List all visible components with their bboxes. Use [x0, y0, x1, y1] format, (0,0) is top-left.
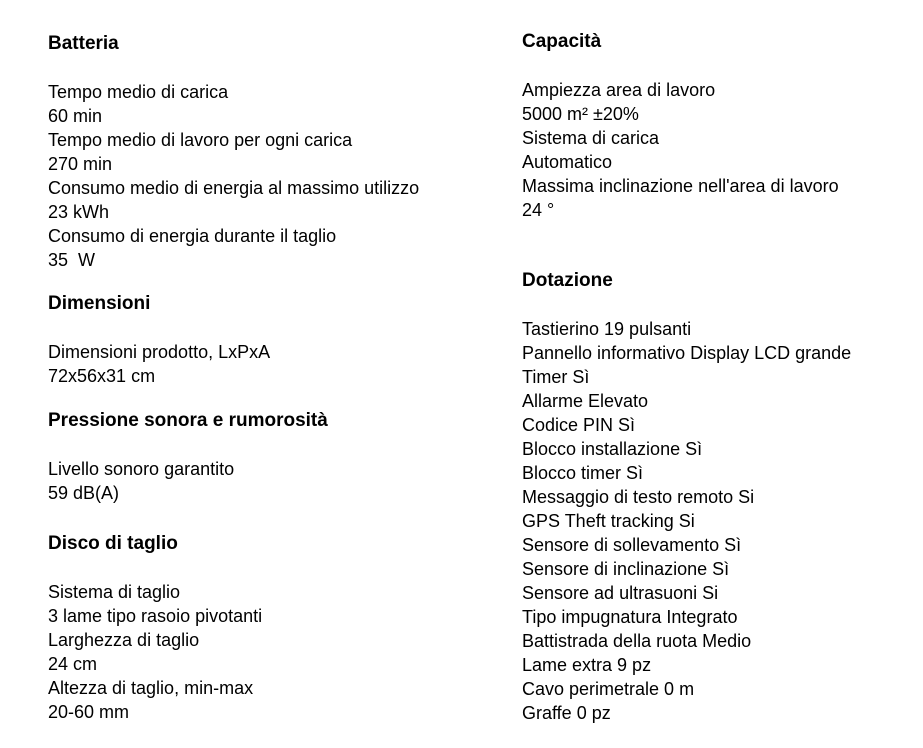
- spec-line: 24 °: [522, 200, 555, 220]
- section-lines: [48, 457, 488, 505]
- spec-line: Sensore di inclinazione Sì: [522, 559, 730, 579]
- spec-line: 24 cm: [48, 654, 98, 674]
- spec-line: Tempo medio di carica: [48, 82, 229, 102]
- spec-line: Automatico: [522, 152, 613, 172]
- spec-line: Dimensioni prodotto, LxPxA: [48, 342, 271, 362]
- section-title: Dotazione: [522, 270, 613, 291]
- spec-line: Pannello informativo Display LCD grande: [522, 343, 852, 363]
- spec-line: Allarme Elevato: [522, 391, 649, 411]
- section-title: Disco di taglio: [48, 533, 178, 554]
- spec-line: Sistema di taglio: [48, 582, 181, 602]
- section-title: Batteria: [48, 33, 119, 54]
- section-dotazione: [522, 270, 912, 725]
- spec-line: 23 kWh: [48, 202, 110, 222]
- spec-line: 270 min: [48, 154, 113, 174]
- spec-line: Massima inclinazione nell'area di lavoro: [522, 176, 839, 196]
- spec-line: Battistrada della ruota Medio: [522, 631, 752, 651]
- spec-line: Timer Sì: [522, 367, 590, 387]
- section-pressione-sonora: [48, 410, 488, 505]
- section-capacita: [522, 31, 912, 222]
- section-disco-di-taglio: [48, 533, 488, 724]
- section-lines: [48, 580, 488, 724]
- spec-line: Tempo medio di lavoro per ogni carica: [48, 130, 353, 150]
- spec-line: Sensore ad ultrasuoni Si: [522, 583, 719, 603]
- spec-line: Ampiezza area di lavoro: [522, 80, 716, 100]
- spec-line: Livello sonoro garantito: [48, 459, 235, 479]
- spec-line: Sistema di carica: [522, 128, 660, 148]
- section-title: Dimensioni: [48, 293, 151, 314]
- spec-line: Sensore di sollevamento Sì: [522, 535, 742, 555]
- section-dimensioni: [48, 293, 488, 388]
- spec-line: Consumo di energia durante il taglio: [48, 226, 337, 246]
- spec-line: 60 min: [48, 106, 103, 126]
- spec-line: Consumo medio di energia al massimo utilizzo: [48, 178, 420, 198]
- spec-line: 35 W: [48, 250, 96, 270]
- spec-line: Blocco timer Sì: [522, 463, 644, 483]
- spec-line: 3 lame tipo rasoio pivotanti: [48, 606, 263, 626]
- spec-line: Altezza di taglio, min-max: [48, 678, 254, 698]
- section-title: Pressione sonora e rumorosità: [48, 410, 328, 431]
- spec-line: 59 dB(A): [48, 483, 120, 503]
- spec-line: Lame extra 9 pz: [522, 655, 652, 675]
- section-lines: [522, 78, 912, 222]
- spec-line: Cavo perimetrale 0 m: [522, 679, 695, 699]
- spec-line: 5000 m² ±20%: [522, 104, 639, 124]
- section-batteria: [48, 33, 488, 272]
- spec-line: Messaggio di testo remoto Si: [522, 487, 755, 507]
- spec-line: Graffe 0 pz: [522, 703, 611, 723]
- section-lines: [522, 317, 912, 725]
- spec-line: 72x56x31 cm: [48, 366, 156, 386]
- spec-line: Blocco installazione Sì: [522, 439, 703, 459]
- spec-line: Tastierino 19 pulsanti: [522, 319, 692, 339]
- section-title: Capacità: [522, 31, 602, 52]
- spec-line: 20-60 mm: [48, 702, 130, 722]
- spec-line: GPS Theft tracking Si: [522, 511, 695, 531]
- spec-line: Tipo impugnatura Integrato: [522, 607, 738, 627]
- spec-line: Larghezza di taglio: [48, 630, 200, 650]
- spec-line: Codice PIN Sì: [522, 415, 636, 435]
- section-lines: [48, 340, 488, 388]
- section-lines: [48, 80, 488, 272]
